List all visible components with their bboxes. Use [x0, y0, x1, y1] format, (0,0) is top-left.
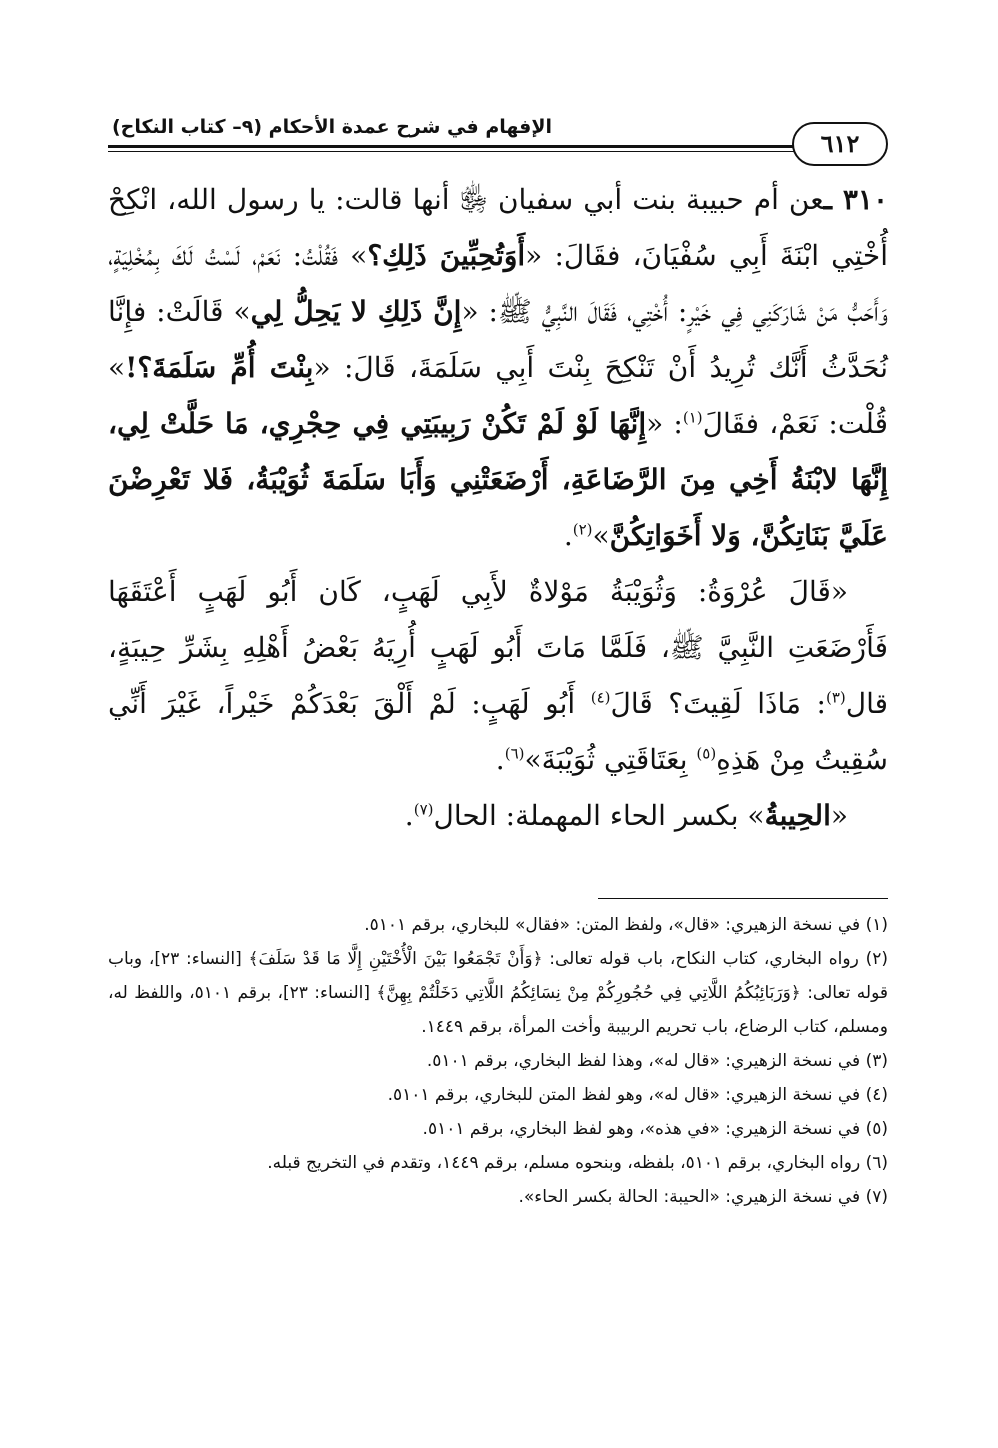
prophet-speech: بِنْتَ أُمِّ سَلَمَةَ؟!	[125, 351, 314, 384]
footnote-separator	[598, 898, 888, 899]
text-run: » قُلْت: نَعَمْ، فقَالَ	[108, 351, 888, 440]
footnote-1: (١) في نسخة الزهيري: «قال»، ولفظ المتن: «فقال» للبخاري، برقم ٥١٠١.	[364, 915, 888, 935]
footnote-7: (٧) في نسخة الزهيري: «الحيبة: الحالة بكسر الحاء».	[518, 1187, 888, 1207]
text-run: » فَقُلْتُ: نَعَمْ، لَسْتُ لَكَ بِمُخْلِيَةٍ، وَأَحَبُّ مَنْ شَارَكَنِي فِي خَيْرٍ: أُخْتِي، فَقَالَ النَّبِيُّ ﷺ: «	[108, 239, 889, 328]
footnote-ref: (٧)	[413, 800, 434, 819]
prophet-speech: إِنَّ ذَلِكِ لا يَحِلُّ لِي	[250, 295, 462, 328]
text-run: : مَاذَا لَقِيتَ؟ قَالَ	[610, 687, 826, 720]
text-run: .	[495, 743, 505, 776]
page-header	[108, 108, 888, 168]
header-rule-thick	[108, 145, 798, 148]
prophet-speech: إِنَّهَا لَوْ لَمْ تَكُنْ رَبِيبَتِي فِي حِجْرِي، مَا حَلَّتْ لِي، إِنَّهَا لابْنَةُ أَخِي مِنَ الرَّضَاعَةِ، أَرْضَعَتْنِي وَأَبَا سَلَمَةَ ثُوَيْبَةُ، فَلا تَعْرِضْنَ عَلَيَّ بَنَاتِكُنَّ، وَلا أَخَوَاتِكُنَّ	[108, 407, 888, 552]
text-run: (٢) رواه البخاري، كتاب النكاح، باب قوله تعالى:	[542, 949, 888, 969]
footnote-6: (٦) رواه البخاري، برقم ٥١٠١، بلفظه، وبنحوه مسلم، برقم ١٤٤٩، وتقدم في التخريج قبله.	[267, 1153, 888, 1173]
definition-paragraph	[108, 788, 888, 844]
quran-verse: ﴿وَرَبَائِبُكُمُ اللَّاتِي فِي حُجُورِكُمْ مِنْ نِسَائِكُمُ اللَّاتِي دَخَلْتُمْ بِهِنَّ﴾	[376, 983, 801, 1003]
footnote-ref: (٢)	[572, 520, 593, 539]
text-run: «	[830, 799, 848, 832]
hadith-number: ٣١٠ ـ	[823, 183, 889, 216]
main-text	[108, 172, 888, 844]
footnote-ref: (٦)	[504, 744, 525, 763]
text-run: .	[404, 799, 414, 832]
text-run: بِعَتَاقَتِي ثُوَيْبَةَ»	[524, 743, 697, 776]
text-run: [النساء: ٢٣]، وباب قوله تعالى:	[108, 949, 888, 1003]
running-title: الإفهام في شرح عمدة الأحكام (٩– كتاب النكاح)	[112, 116, 553, 138]
text-run: [النساء: ٢٣]، برقم ٥١٠١، واللفظ له، ومسلم، كتاب الرضاع، باب تحريم الربيبة وأخت المرأة، برقم ١٤٤٩.	[108, 983, 888, 1037]
prophet-speech: أَوَتُحِبِّينَ ذَلِكِ؟	[367, 239, 526, 272]
text-run: عن أم حبيبة بنت أبي سفيان ﵂ أنها قالت: يا رسول الله، انْكِحْ أُخْتِي ابْنَةَ أَبِي سُفْيَانَ، فقَالَ: «	[108, 183, 889, 272]
text-run: »	[592, 519, 610, 552]
footnote-4: (٤) في نسخة الزهيري: «قال له»، وهو لفظ المتن للبخاري، برقم ٥١٠١.	[387, 1085, 888, 1105]
footnotes	[108, 908, 888, 1214]
text-run: » قَالَتْ: فإِنَّا نُحَدَّثُ أَنَّك تُرِيدُ أَنْ تَنْكِحَ بِنْتَ أَبِي سَلَمَةَ، قَالَ: «	[108, 295, 888, 384]
text-run: : «	[646, 407, 683, 440]
hadith-paragraph	[108, 172, 888, 564]
footnote-ref: (١)	[682, 408, 703, 427]
text-run: » بكسر الحاء المهملة: الحال	[433, 799, 765, 832]
footnote-ref: (٣)	[825, 688, 846, 707]
defined-term: الحِيبةُ	[764, 799, 831, 832]
header-rule-thin	[108, 151, 798, 152]
text-run: .	[563, 519, 573, 552]
page-number: ٦١٢	[792, 122, 888, 166]
quran-verse: ﴿وَأَنْ تَجْمَعُوا بَيْنَ الْأُخْتَيْنِ إِلَّا مَا قَدْ سَلَفَ﴾	[248, 949, 543, 969]
text-run: أَبُو لَهَبٍ: لَمْ أَلْقَ بَعْدَكُمْ خَيْراً، غَيْرَ أَنِّي سُقِيتُ مِنْ هَذِهِ	[108, 687, 888, 776]
footnote-2	[108, 942, 888, 1044]
footnote-ref: (٤)	[590, 688, 611, 707]
footnote-ref: (٥)	[696, 744, 717, 763]
footnote-3: (٣) في نسخة الزهيري: «قال له»، وهذا لفظ البخاري، برقم ٥١٠١.	[426, 1051, 888, 1071]
urwa-paragraph	[108, 564, 888, 788]
text-run: «قَالَ عُرْوَةُ: وَثُوَيْبَةُ مَوْلاةٌ لأَبِي لَهَبٍ، كَان أَبُو لَهَبٍ أَعْتَقَهَا فَأَرْضَعَتِ النَّبِيَّ ﷺ، فَلَمَّا مَاتَ أَبُو لَهَبٍ أُرِيَهُ بَعْضُ أَهْلِهِ بِشَرِّ حِيبَةٍ، قال	[108, 575, 889, 720]
footnote-5: (٥) في نسخة الزهيري: «في هذه»، وهو لفظ البخاري، برقم ٥١٠١.	[422, 1119, 888, 1139]
